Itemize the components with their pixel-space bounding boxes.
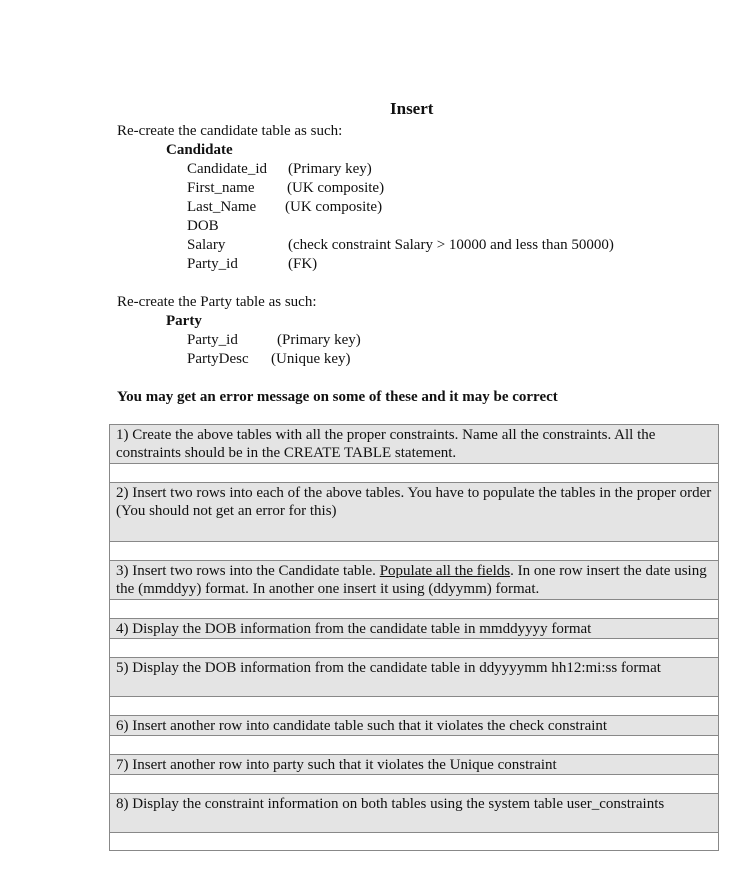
page-title: Insert	[390, 99, 434, 118]
field-name: Party_id	[187, 256, 238, 272]
spacer-row	[109, 638, 719, 657]
field-name: DOB	[187, 218, 219, 234]
field-name: Salary	[187, 237, 226, 253]
task-row	[109, 754, 719, 774]
task-row	[109, 482, 719, 541]
party-table-name: Party	[166, 313, 202, 329]
task-row	[109, 793, 719, 832]
task-text-end: . In one row insert the date using the (mmddyy) format. In another one insert it using (ddyymm) format.	[116, 563, 707, 597]
field-note: (check constraint Salary > 10000 and less than 50000)	[288, 237, 614, 253]
spacer-row	[109, 832, 719, 851]
task-text: 2) Insert two rows into each of the above tables. You have to populate the tables in the proper order (You should not get an error for this)	[116, 485, 712, 519]
task-row	[109, 424, 719, 463]
task-text-start: 3) Insert two rows into the Candidate table.	[116, 563, 380, 579]
task-row	[109, 715, 719, 735]
spacer-row	[109, 774, 719, 793]
field-note: (UK composite)	[285, 199, 383, 215]
field-name: Candidate_id	[187, 161, 267, 177]
field-note: (Unique key)	[271, 351, 351, 367]
spacer-row	[109, 599, 719, 618]
spacer-row	[109, 463, 719, 482]
task-text: 4) Display the DOB information from the candidate table in mmddyyyy format	[116, 621, 592, 637]
task-text: 8) Display the constraint information on both tables using the system table user_constraints	[116, 796, 665, 812]
field-name: Last_Name	[187, 199, 257, 215]
task-emphasis: Populate all the fields	[379, 563, 511, 579]
party-intro: Re-create the Party table as such:	[117, 294, 317, 310]
task-text: 1) Create the above tables with all the proper constraints. Name all the constraints. All the constraints should be in the CREATE TABLE statement.	[116, 427, 656, 461]
field-note: (Primary key)	[288, 161, 372, 177]
task-text: 5) Display the DOB information from the candidate table in ddyyyymm hh12:mi:ss format	[116, 660, 661, 676]
candidate-table-name: Candidate	[166, 142, 233, 158]
task-text: 7) Insert another row into party such that it violates the Unique constraint	[116, 757, 557, 773]
field-name: Party_id	[187, 332, 238, 348]
spacer-row	[109, 696, 719, 715]
task-row	[109, 618, 719, 638]
field-name: PartyDesc	[187, 351, 249, 367]
task-text: 6) Insert another row into candidate table such that it violates the check constraint	[116, 718, 608, 734]
spacer-row	[109, 541, 719, 560]
field-note: (Primary key)	[277, 332, 361, 348]
field-name: First_name	[187, 180, 255, 196]
task-row	[109, 657, 719, 696]
field-note: (FK)	[288, 256, 318, 272]
spacer-row	[109, 735, 719, 754]
task-row	[109, 560, 719, 599]
task-table	[109, 424, 719, 851]
warning-note: You may get an error message on some of these and it may be correct	[117, 389, 558, 405]
candidate-intro: Re-create the candidate table as such:	[117, 123, 343, 139]
field-note: (UK composite)	[287, 180, 385, 196]
